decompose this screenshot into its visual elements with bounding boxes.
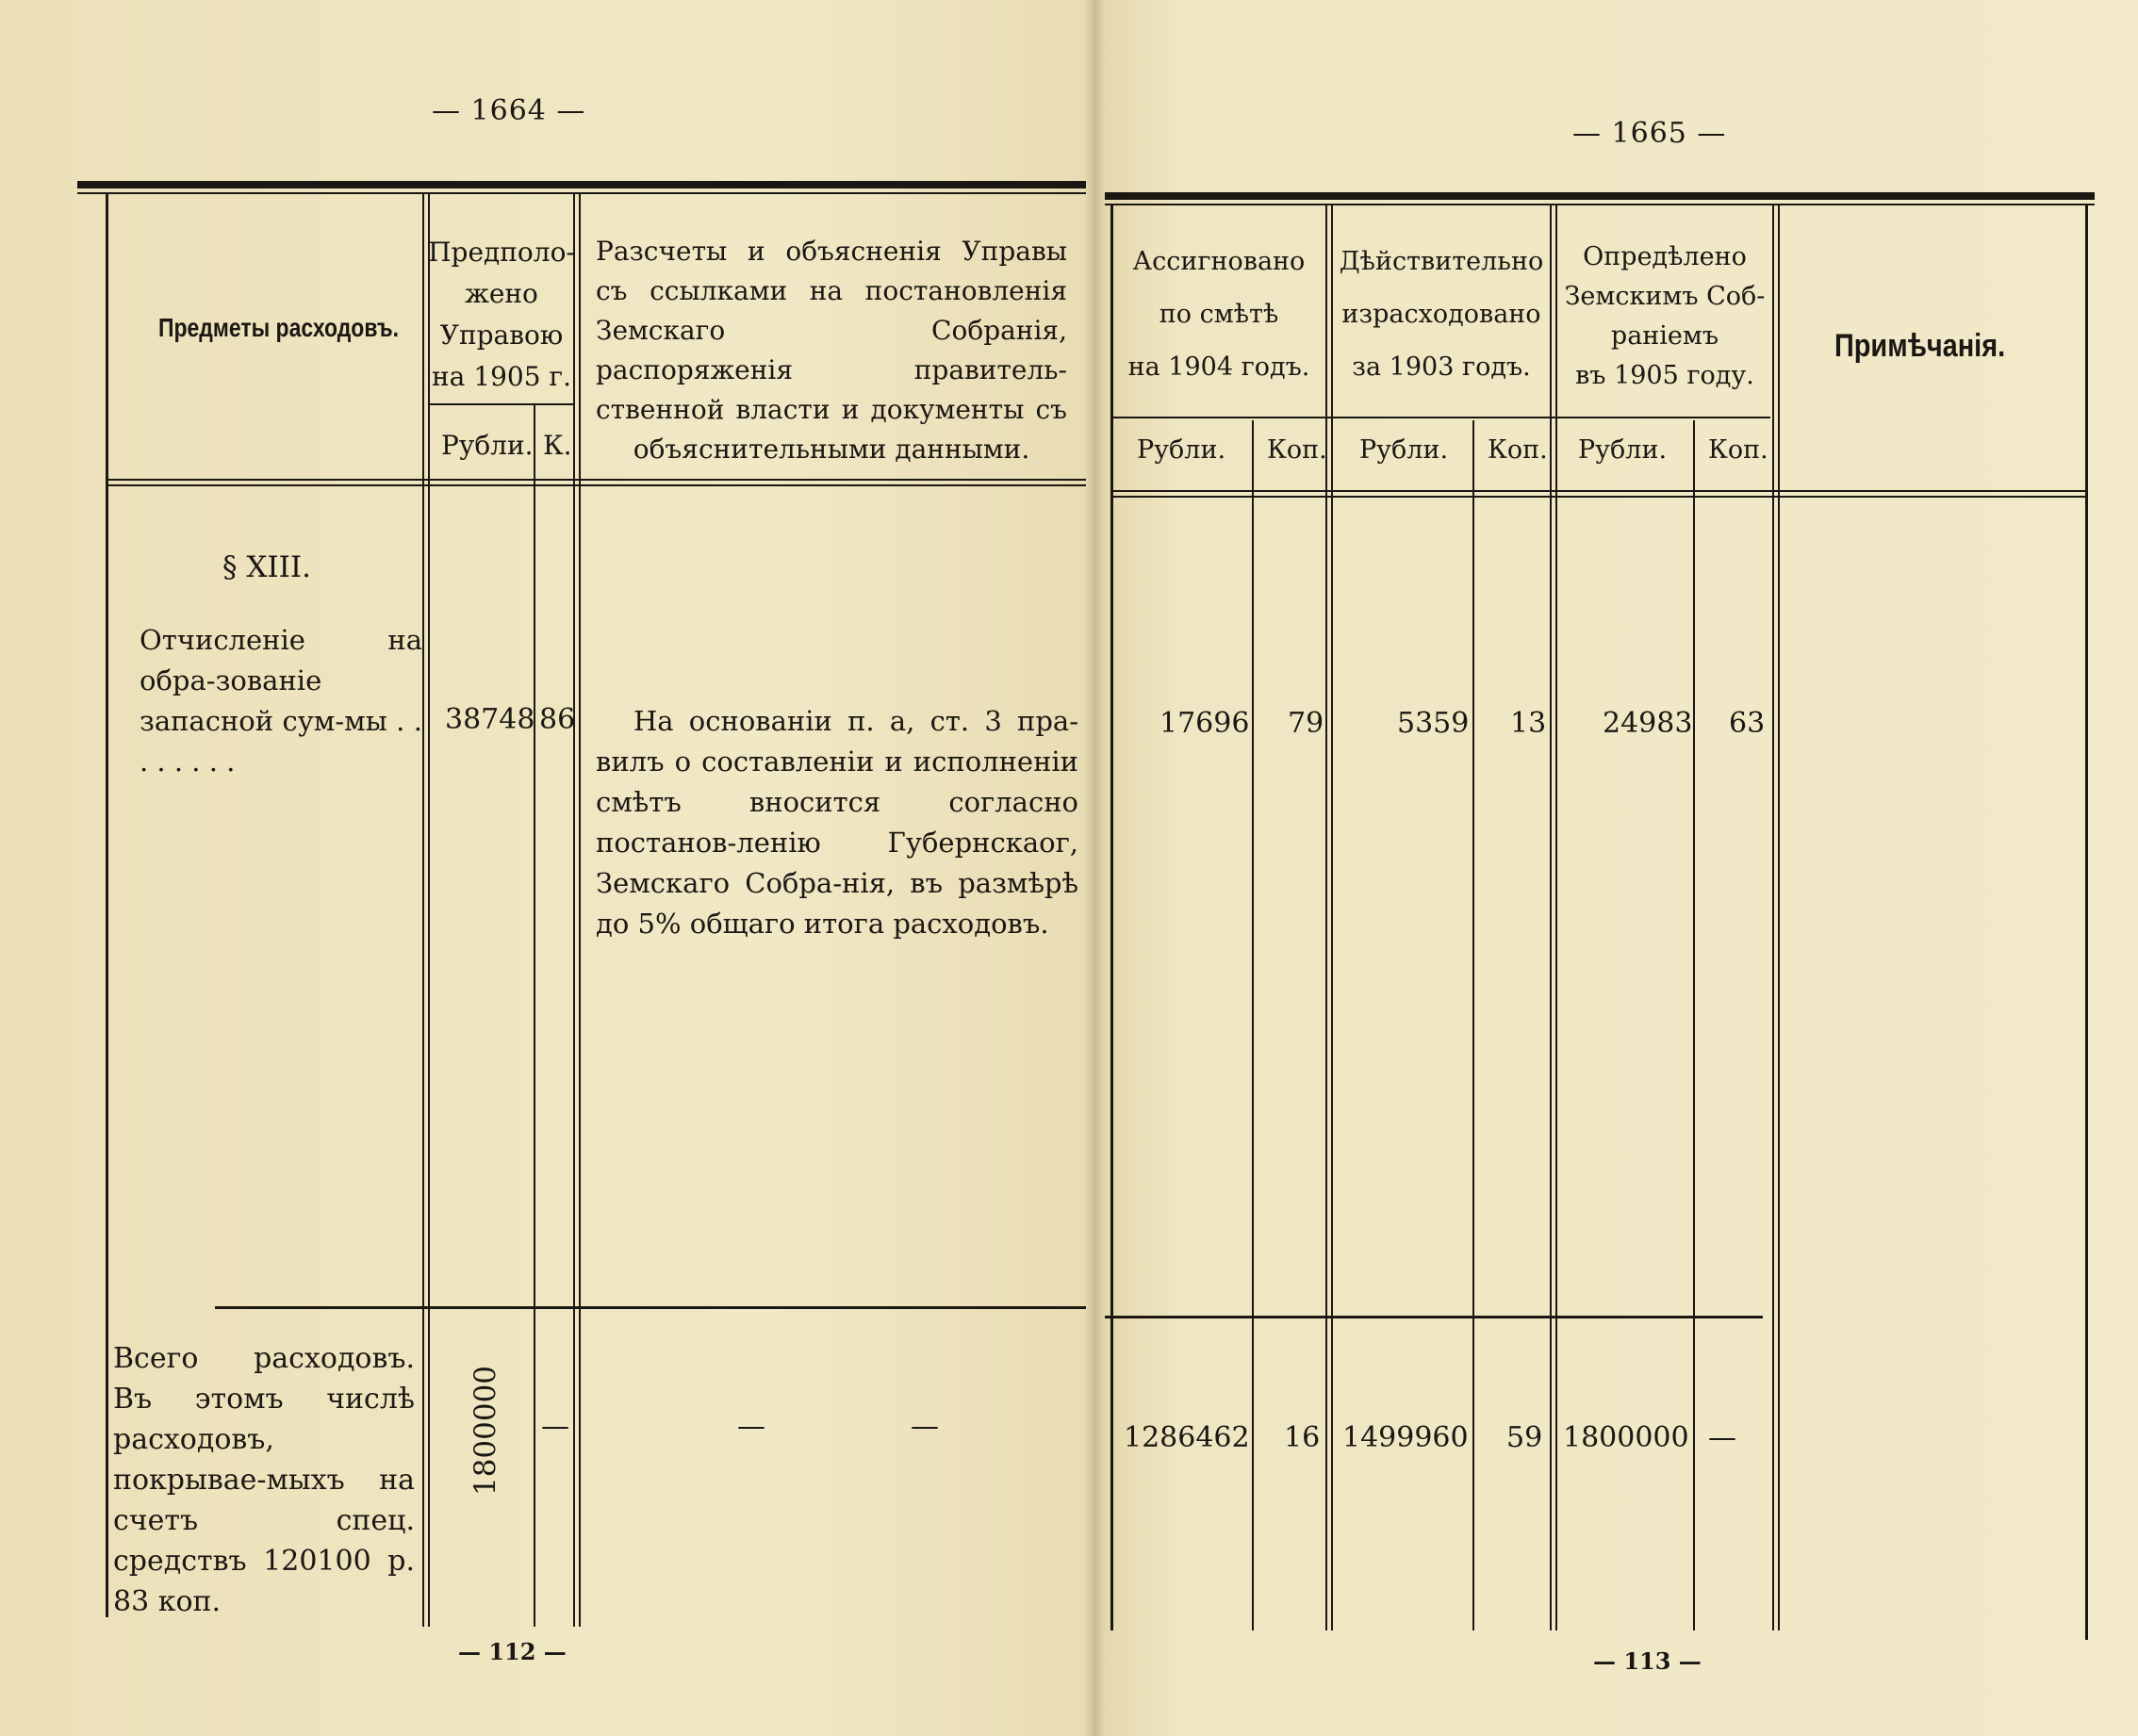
section-determined-kopecks: 63: [1729, 707, 1766, 740]
book-gutter: [1084, 0, 1105, 1736]
total-spent-rubles: 1499960: [1342, 1421, 1469, 1454]
right-header-bottom-rule-2: [1112, 496, 2087, 498]
right-top-rule-thin: [1105, 204, 2095, 205]
left-page-number: — 1664 —: [432, 94, 586, 127]
right-col-assigned-kop: [1252, 420, 1254, 1630]
total-proposed-rubles-wrap: [456, 1357, 513, 1499]
header-assigned: Ассигновано по смѣтѣ на 1904 годъ.: [1127, 247, 1310, 382]
total-determined-rubles: 1800000: [1563, 1421, 1689, 1454]
right-col-divider-3b: [1778, 204, 1780, 1630]
section-assigned-kopecks: 79: [1288, 707, 1324, 740]
left-col-divider-2b: [579, 194, 581, 1627]
total-spent-kopecks: 59: [1506, 1421, 1543, 1454]
header-determined: Опредѣлено Земскимъ Соб- раніемъ въ 1905 году.: [1564, 242, 1766, 390]
left-header-bottom-rule-2: [106, 484, 1086, 486]
left-top-rule-thin: [77, 192, 1086, 194]
section-explanation: На основаніи п. а, ст. 3 пра-вилъ о составленіи и исполненіи смѣтъ вносится согласно постанов-ленію Губернскаог, Земскаго Собра-нія, въ размѣрѣ до 5% общаго итога расходовъ.: [596, 705, 1078, 940]
left-top-rule: [77, 181, 1086, 188]
header-spent-kopecks: Коп.: [1488, 435, 1548, 465]
total-proposed-kopecks: —: [541, 1410, 569, 1443]
section-proposed-rubles: 38748: [445, 703, 535, 736]
right-total-rule: [1105, 1316, 1763, 1318]
section-spent-rubles: 5359: [1397, 707, 1470, 740]
header-spent-rubles: Рубли.: [1359, 435, 1449, 465]
header-proposed-kopecks: К.: [543, 430, 572, 461]
header-assigned-kopecks: Коп.: [1267, 435, 1327, 465]
header-determined-rubles: Рубли.: [1578, 435, 1668, 465]
total-proposed-rubles: 1800000: [469, 1365, 502, 1497]
header-actually-spent: Дѣйствительно израсходовано за 1903 годъ.: [1339, 247, 1544, 382]
section-spent-kopecks: 13: [1510, 707, 1547, 740]
header-assigned-rubles: Рубли.: [1137, 435, 1226, 465]
left-total-rule: [215, 1306, 1086, 1309]
left-header-bottom-rule: [106, 479, 1086, 481]
header-determined-kopecks: Коп.: [1708, 435, 1768, 465]
left-footer-number: — 112 —: [458, 1638, 567, 1665]
left-table-border: [106, 194, 108, 1617]
right-subheader-rule: [1112, 417, 1770, 418]
section-assigned-rubles: 17696: [1159, 707, 1250, 740]
total-determined-kopecks: —: [1708, 1421, 1736, 1454]
section-determined-rubles: 24983: [1603, 707, 1693, 740]
total-dash-1: —: [737, 1410, 765, 1443]
header-items-of-expense: Предметы расходовъ.: [158, 313, 399, 342]
total-dash-2: —: [911, 1410, 939, 1443]
header-explanations: Разсчеты и объясненія Управы съ ссылками на постановленія Земскаго Собранія, распоряженія правитель-ственной власти и документы съ объяснительными данными.: [596, 236, 1067, 465]
left-col-divider-2: [573, 194, 575, 1627]
left-subheader-rule: [430, 403, 573, 405]
right-footer-number: — 113 —: [1593, 1647, 1702, 1675]
section-number: § XIII.: [222, 550, 312, 584]
right-col-spent-kop: [1472, 420, 1474, 1630]
left-col-divider-rub: [534, 405, 535, 1627]
left-col-divider-1b: [428, 194, 430, 1627]
right-header-bottom-rule: [1112, 490, 2087, 492]
total-assigned-kopecks: 16: [1284, 1421, 1321, 1454]
right-table-right-border: [2085, 204, 2088, 1640]
right-top-rule: [1105, 192, 2095, 200]
header-proposed-rubles: Рубли.: [441, 430, 534, 461]
left-col-divider-1: [422, 194, 424, 1627]
right-col-determined-kop: [1693, 420, 1695, 1630]
header-notes: Примѣчанія.: [1834, 328, 2006, 364]
section-title: Отчисленіе на обра-зованіе запасной сум-мы . . . . . . . .: [140, 624, 422, 778]
section-proposed-kopecks: 86: [539, 703, 576, 736]
total-assigned-rubles: 1286462: [1124, 1421, 1250, 1454]
header-proposed: Предполо- жено Управою на 1905 г.: [428, 237, 575, 392]
right-page-number: — 1665 —: [1572, 117, 1727, 150]
right-col-divider-3: [1772, 204, 1774, 1630]
total-label: Всего расходовъ. Въ этомъ числѣ расходовъ, покрывае-мыхъ на счетъ спец. средствъ 120100 р. 83 коп.: [113, 1342, 415, 1618]
